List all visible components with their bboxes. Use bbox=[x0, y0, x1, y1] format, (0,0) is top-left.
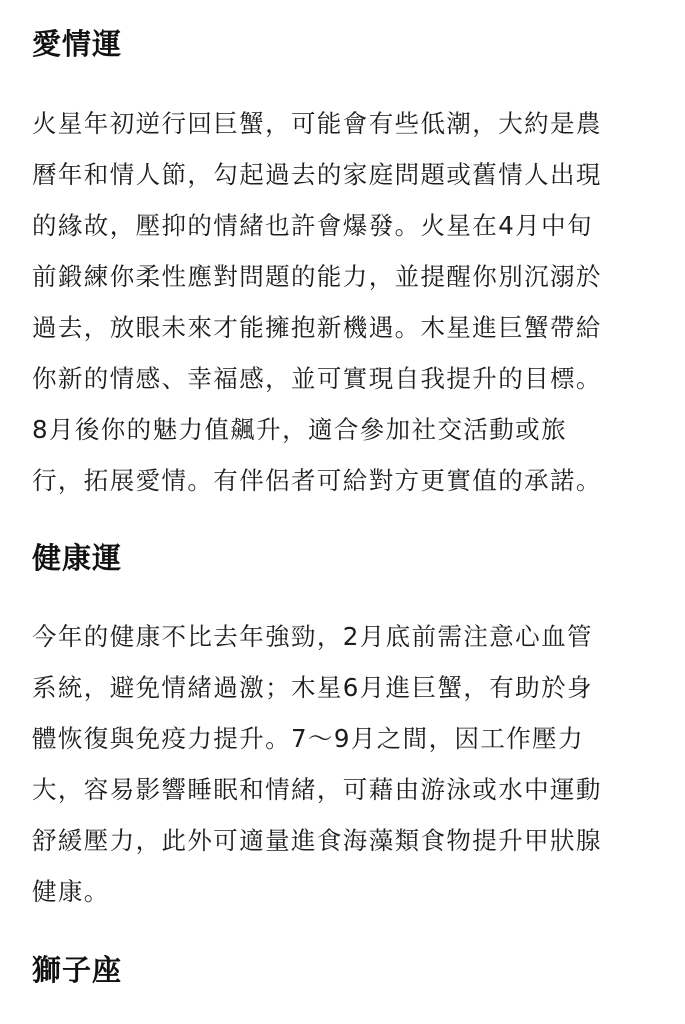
section-heading-love: 愛情運 bbox=[32, 27, 123, 61]
next-section-heading: 獅子座 bbox=[32, 953, 123, 987]
paragraph-line: 過去，放眼未來才能擁抱新機遇。木星進巨蟹帶給 bbox=[32, 313, 602, 342]
paragraph-line: 舒緩壓力，此外可適量進食海藻類食物提升甲狀腺 bbox=[32, 826, 602, 855]
paragraph-line: 的緣故，壓抑的情緒也許會爆發。火星在4月中旬 bbox=[32, 211, 593, 240]
paragraph-line: 體恢復與免疫力提升。7～9月之間，因工作壓力 bbox=[32, 724, 584, 753]
paragraph-line: 今年的健康不比去年強勁，2月底前需注意心血管 bbox=[32, 622, 593, 651]
paragraph-line: 火星年初逆行回巨蟹，可能會有些低潮，大約是農 bbox=[32, 109, 602, 138]
paragraph-line: 前鍛練你柔性應對問題的能力，並提醒你別沉溺於 bbox=[32, 262, 602, 291]
paragraph-line: 系統，避免情緒過激；木星6月進巨蟹，有助於身 bbox=[32, 673, 593, 702]
paragraph-line: 曆年和情人節，勾起過去的家庭問題或舊情人出現 bbox=[32, 160, 602, 189]
section-heading-health: 健康運 bbox=[32, 541, 123, 575]
section-body-love bbox=[32, 98, 602, 506]
paragraph-line: 行，拓展愛情。有伴侶者可給對方更實值的承諾。 bbox=[32, 466, 602, 495]
section-body-health bbox=[32, 611, 602, 917]
paragraph-line: 你新的情感、幸福感，並可實現自我提升的目標。 bbox=[32, 364, 602, 393]
paragraph-line: 大，容易影響睡眠和情緒，可藉由游泳或水中運動 bbox=[32, 775, 602, 804]
paragraph-line: 健康。 bbox=[32, 877, 110, 906]
paragraph-line: 8月後你的魅力值飆升，適合參加社交活動或旅 bbox=[32, 415, 567, 444]
